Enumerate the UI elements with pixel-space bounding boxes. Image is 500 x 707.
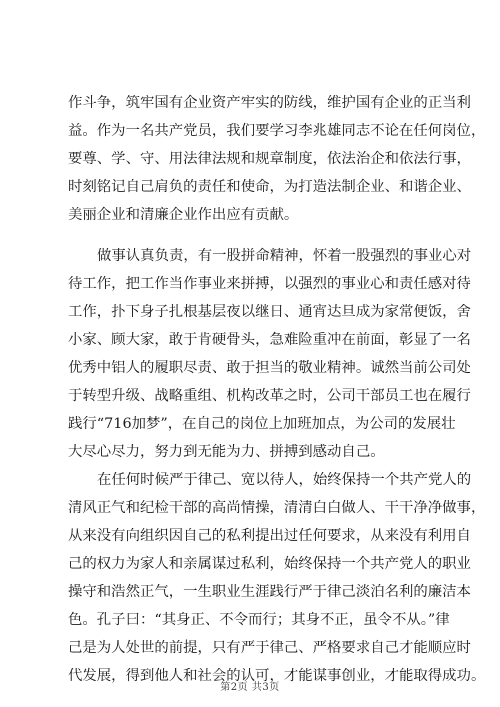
paragraph-line: 代发展，得到他人和社会的认可，才能谋事创业，才能取得成功。 <box>68 668 486 684</box>
paragraph-line: 于转型升级、战略重组、机构改革之时，公司干部员工也在履行 <box>68 388 471 404</box>
paragraph-line: 践行“716加梦”，在自己的岗位上加班加点，为公司的发展壮 <box>68 416 456 432</box>
paragraph-line: 做事认真负责，有一股拼命精神，怀着一股强烈的事业心对 <box>97 248 472 264</box>
paragraph-line: 时刻铭记自己肩负的责任和使命，为打造法制企业、和谐企业、 <box>68 179 471 195</box>
paragraph-line: 工作，扑下身子扎根基层夜以继日、通宵达旦成为家常便饭，舍 <box>68 304 471 320</box>
paragraph-line: 操守和浩然正气，一生职业生涯践行严于律己淡泊名利的廉洁本 <box>68 584 471 600</box>
paragraph-line: 要尊、学、守、用法律法规和规章制度，依法治企和依法行事， <box>68 151 471 167</box>
paragraph-line: 待工作，把工作当作事业来拼搏，以强烈的事业心和责任感对待 <box>68 276 471 292</box>
paragraph-line: 作斗争，筑牢国有企业资产牢实的防线，维护国有企业的正当利 <box>68 95 471 111</box>
body-text <box>68 89 486 690</box>
paragraph-line: 美丽企业和清廉企业作出应有贡献。 <box>68 207 299 223</box>
paragraph-line: 从来没有向组织因自己的私利提出过任何要求，从来没有利用自 <box>68 528 471 544</box>
paragraph-line: 小家、顾大家，敢于肯硬骨头，急难险重冲在前面，彰显了一名 <box>68 332 471 348</box>
paragraph-line: 色。孔子曰：“其身正、不令而行；其身不正，虽令不从。”律 <box>68 612 450 628</box>
paragraph-line: 优秀中铝人的履职尽责、敢于担当的敬业精神。诚然当前公司处 <box>68 360 471 376</box>
paragraph-line: 清风正气和纪检干部的高尚情操，清清白白做人、干干净净做事， <box>68 500 486 516</box>
page-number-footer: 第2页 共3页 <box>220 682 280 693</box>
paragraph-line: 己是为人处世的前提，只有严于律己、严格要求自己才能顺应时 <box>68 640 471 656</box>
paragraph-line: 益。作为一名共产党员，我们要学习李兆雄同志不论在任何岗位， <box>68 123 486 139</box>
paragraph-line: 己的权力为家人和亲属谋过私利，始终保持一个共产党人的职业 <box>68 556 471 572</box>
paragraph-line: 大尽心尽力，努力到无能为力、拼搏到感动自己。 <box>68 444 385 460</box>
paragraph-line: 在任何时候严于律己、宽以待人，始终保持一个共产党人的 <box>97 472 472 488</box>
